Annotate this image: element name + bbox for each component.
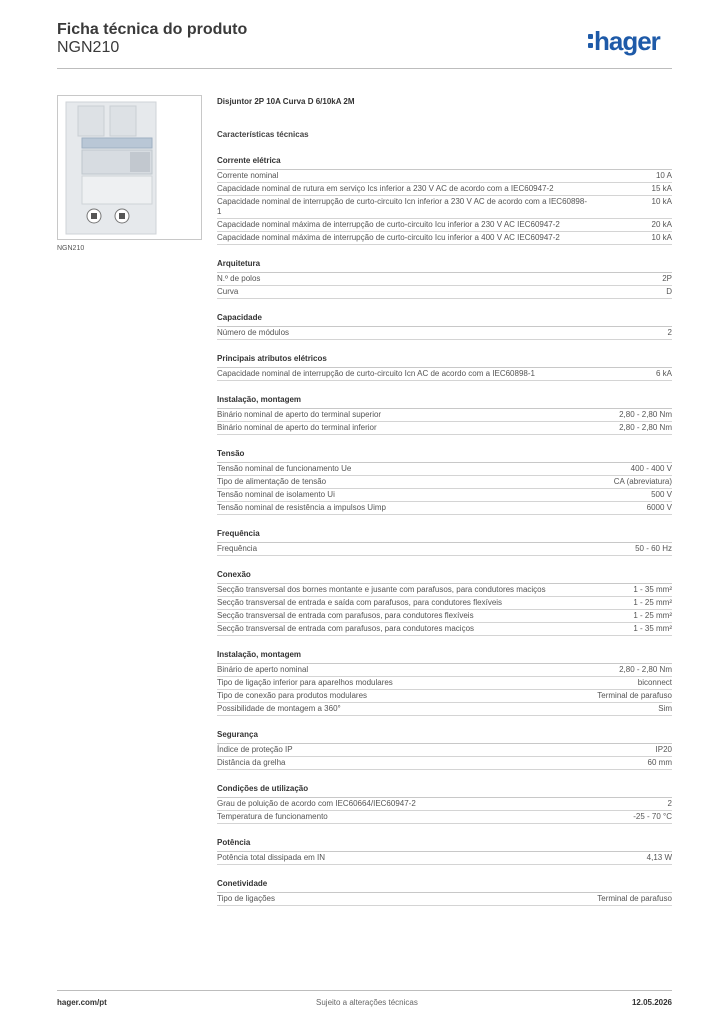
- spec-label: Capacidade nominal de interrupção de curto-circuito Icn inferior a 230 V AC de acordo com a IEC60898-1: [217, 197, 587, 216]
- spec-label: Binário nominal de aperto do terminal inferior: [217, 423, 377, 432]
- spec-label: Temperatura de funcionamento: [217, 812, 328, 821]
- spec-row: [217, 893, 672, 906]
- spec-row: [217, 463, 672, 476]
- spec-label: Secção transversal dos bornes montante e jusante com parafusos, para condutores maciços: [217, 585, 546, 594]
- spec-label: Secção transversal de entrada e saída com parafusos, para condutores flexíveis: [217, 598, 503, 607]
- spec-row: [217, 757, 672, 770]
- spec-label: Secção transversal de entrada com parafusos, para condutores maciços: [217, 624, 475, 633]
- spec-row: [217, 422, 672, 435]
- spec-label: Frequência: [217, 544, 258, 553]
- spec-label: Capacidade nominal de interrupção de curto-circuito Icn AC de acordo com a IEC60898-1: [217, 369, 535, 378]
- spec-row: [217, 476, 672, 489]
- spec-section: [217, 838, 672, 865]
- spec-row: [217, 798, 672, 811]
- spec-section: [217, 730, 672, 770]
- spec-label: Capacidade nominal de rutura em serviço Ics inferior a 230 V AC de acordo com a IEC60947-2: [217, 184, 554, 193]
- section-title: Capacidade: [217, 313, 672, 327]
- section-title: Segurança: [217, 730, 672, 744]
- spec-section: [217, 395, 672, 435]
- spec-label: Grau de poluição de acordo com IEC60664/IEC60947-2: [217, 799, 416, 808]
- spec-section: [217, 449, 672, 515]
- spec-row: [217, 597, 672, 610]
- footer-divider: [57, 990, 672, 991]
- spec-value: 2,80 - 2,80 Nm: [619, 423, 672, 432]
- spec-value: biconnect: [637, 678, 672, 687]
- section-title: Instalação, montagem: [217, 395, 672, 409]
- spec-value: D: [666, 287, 672, 296]
- section-title: Condições de utilização: [217, 784, 672, 798]
- spec-sections: [217, 156, 672, 906]
- spec-label: Curva: [217, 287, 239, 296]
- spec-value: 50 - 60 Hz: [635, 544, 672, 553]
- spec-label: Tipo de conexão para produtos modulares: [217, 691, 368, 700]
- spec-section: [217, 156, 672, 245]
- footer-note: Sujeito a alterações técnicas: [316, 998, 418, 1007]
- spec-value: 6 kA: [655, 369, 672, 378]
- spec-label: N.º de polos: [217, 274, 261, 283]
- spec-row: [217, 286, 672, 299]
- spec-label: Capacidade nominal máxima de interrupção de curto-circuito Icu inferior a 230 V AC IEC60947-2: [217, 220, 560, 229]
- spec-section: [217, 354, 672, 381]
- logo-dots-icon: [588, 28, 593, 48]
- spec-label: Tensão nominal de funcionamento Ue: [217, 464, 352, 473]
- footer-website[interactable]: hager.com/pt: [57, 998, 107, 1007]
- spec-row: [217, 327, 672, 340]
- spec-label: Número de módulos: [217, 328, 290, 337]
- spec-value: 2,80 - 2,80 Nm: [619, 665, 672, 674]
- spec-value: 6000 V: [646, 503, 672, 512]
- spec-value: 60 mm: [647, 758, 672, 767]
- spec-label: Tipo de ligações: [217, 894, 275, 903]
- hager-logo: [588, 28, 660, 54]
- spec-label: Secção transversal de entrada com parafusos, para condutores flexíveis: [217, 611, 474, 620]
- spec-row: [217, 703, 672, 716]
- spec-row: [217, 502, 672, 515]
- spec-value: CA (abreviatura): [613, 477, 672, 486]
- spec-row: [217, 170, 672, 183]
- spec-label: Capacidade nominal máxima de interrupção de curto-circuito Icu inferior a 400 V AC IEC60947-2: [217, 233, 560, 242]
- section-title: Potência: [217, 838, 672, 852]
- spec-value: 1 - 25 mm²: [633, 611, 672, 620]
- spec-value: IP20: [655, 745, 672, 754]
- spec-row: [217, 368, 672, 381]
- spec-row: [217, 623, 672, 636]
- spec-value: 1 - 35 mm²: [633, 585, 672, 594]
- spec-label: Tipo de ligação inferior para aparelhos modulares: [217, 678, 393, 687]
- spec-value: 1 - 35 mm²: [633, 624, 672, 633]
- spec-content: [217, 97, 672, 906]
- spec-section: [217, 313, 672, 340]
- product-image: [57, 95, 202, 240]
- spec-value: 15 kA: [651, 184, 672, 193]
- spec-row: [217, 811, 672, 824]
- section-title: Conexão: [217, 570, 672, 584]
- product-image-caption: NGN210: [57, 245, 85, 252]
- spec-section: [217, 570, 672, 636]
- spec-value: 4,13 W: [646, 853, 672, 862]
- section-title: Tensão: [217, 449, 672, 463]
- header-divider: [57, 68, 672, 69]
- spec-value: 1 - 25 mm²: [633, 598, 672, 607]
- spec-value: Terminal de parafuso: [597, 894, 672, 903]
- spec-row: [217, 664, 672, 677]
- section-title: Frequência: [217, 529, 672, 543]
- spec-label: Tipo de alimentação de tensão: [217, 477, 327, 486]
- spec-value: 10 kA: [651, 233, 672, 242]
- spec-value: 2: [667, 799, 672, 808]
- footer-date: 12.05.2026: [631, 998, 672, 1007]
- spec-row: [217, 677, 672, 690]
- logo-text: hager: [594, 26, 660, 56]
- section-title: Corrente elétrica: [217, 156, 672, 170]
- spec-value: Terminal de parafuso: [597, 691, 672, 700]
- section-title: Principais atributos elétricos: [217, 354, 672, 368]
- spec-section: [217, 259, 672, 299]
- spec-value: -25 - 70 °C: [633, 812, 672, 821]
- spec-row: [217, 543, 672, 556]
- spec-value: 2: [667, 328, 672, 337]
- spec-label: Binário de aperto nominal: [217, 665, 309, 674]
- spec-value: 10 A: [655, 171, 672, 180]
- spec-row: [217, 183, 672, 196]
- spec-section: [217, 650, 672, 716]
- spec-row: [217, 690, 672, 703]
- spec-label: Índice de proteção IP: [217, 745, 293, 754]
- spec-section: [217, 879, 672, 906]
- spec-row: [217, 196, 672, 219]
- spec-row: [217, 610, 672, 623]
- spec-row: [217, 584, 672, 597]
- spec-label: Potência total dissipada em IN: [217, 853, 326, 862]
- spec-value: Sim: [658, 704, 672, 713]
- spec-value: 10 kA: [651, 197, 672, 206]
- section-title: Conetividade: [217, 879, 672, 893]
- spec-value: 2P: [662, 274, 672, 283]
- section-title: Arquitetura: [217, 259, 672, 273]
- product-description: Disjuntor 2P 10A Curva D 6/10kA 2M: [217, 97, 355, 106]
- spec-row: [217, 232, 672, 245]
- product-code: NGN210: [57, 39, 120, 56]
- spec-row: [217, 409, 672, 422]
- spec-label: Possibilidade de montagem a 360°: [217, 704, 341, 713]
- spec-row: [217, 273, 672, 286]
- spec-section: [217, 784, 672, 824]
- spec-row: [217, 219, 672, 232]
- circuit-breaker-icon: [58, 96, 201, 239]
- spec-label: Tensão nominal de isolamento Ui: [217, 490, 335, 499]
- page-title: Ficha técnica do produto: [57, 21, 248, 38]
- spec-row: [217, 489, 672, 502]
- spec-value: 400 - 400 V: [630, 464, 672, 473]
- spec-label: Binário nominal de aperto do terminal superior: [217, 410, 382, 419]
- section-title: Instalação, montagem: [217, 650, 672, 664]
- characteristics-heading: Características técnicas: [217, 130, 309, 139]
- spec-section: [217, 529, 672, 556]
- spec-value: 500 V: [651, 490, 672, 499]
- spec-value: 20 kA: [651, 220, 672, 229]
- spec-label: Tensão nominal de resistência a impulsos Uimp: [217, 503, 386, 512]
- spec-label: Distância da grelha: [217, 758, 286, 767]
- spec-row: [217, 744, 672, 757]
- spec-row: [217, 852, 672, 865]
- spec-value: 2,80 - 2,80 Nm: [619, 410, 672, 419]
- spec-label: Corrente nominal: [217, 171, 279, 180]
